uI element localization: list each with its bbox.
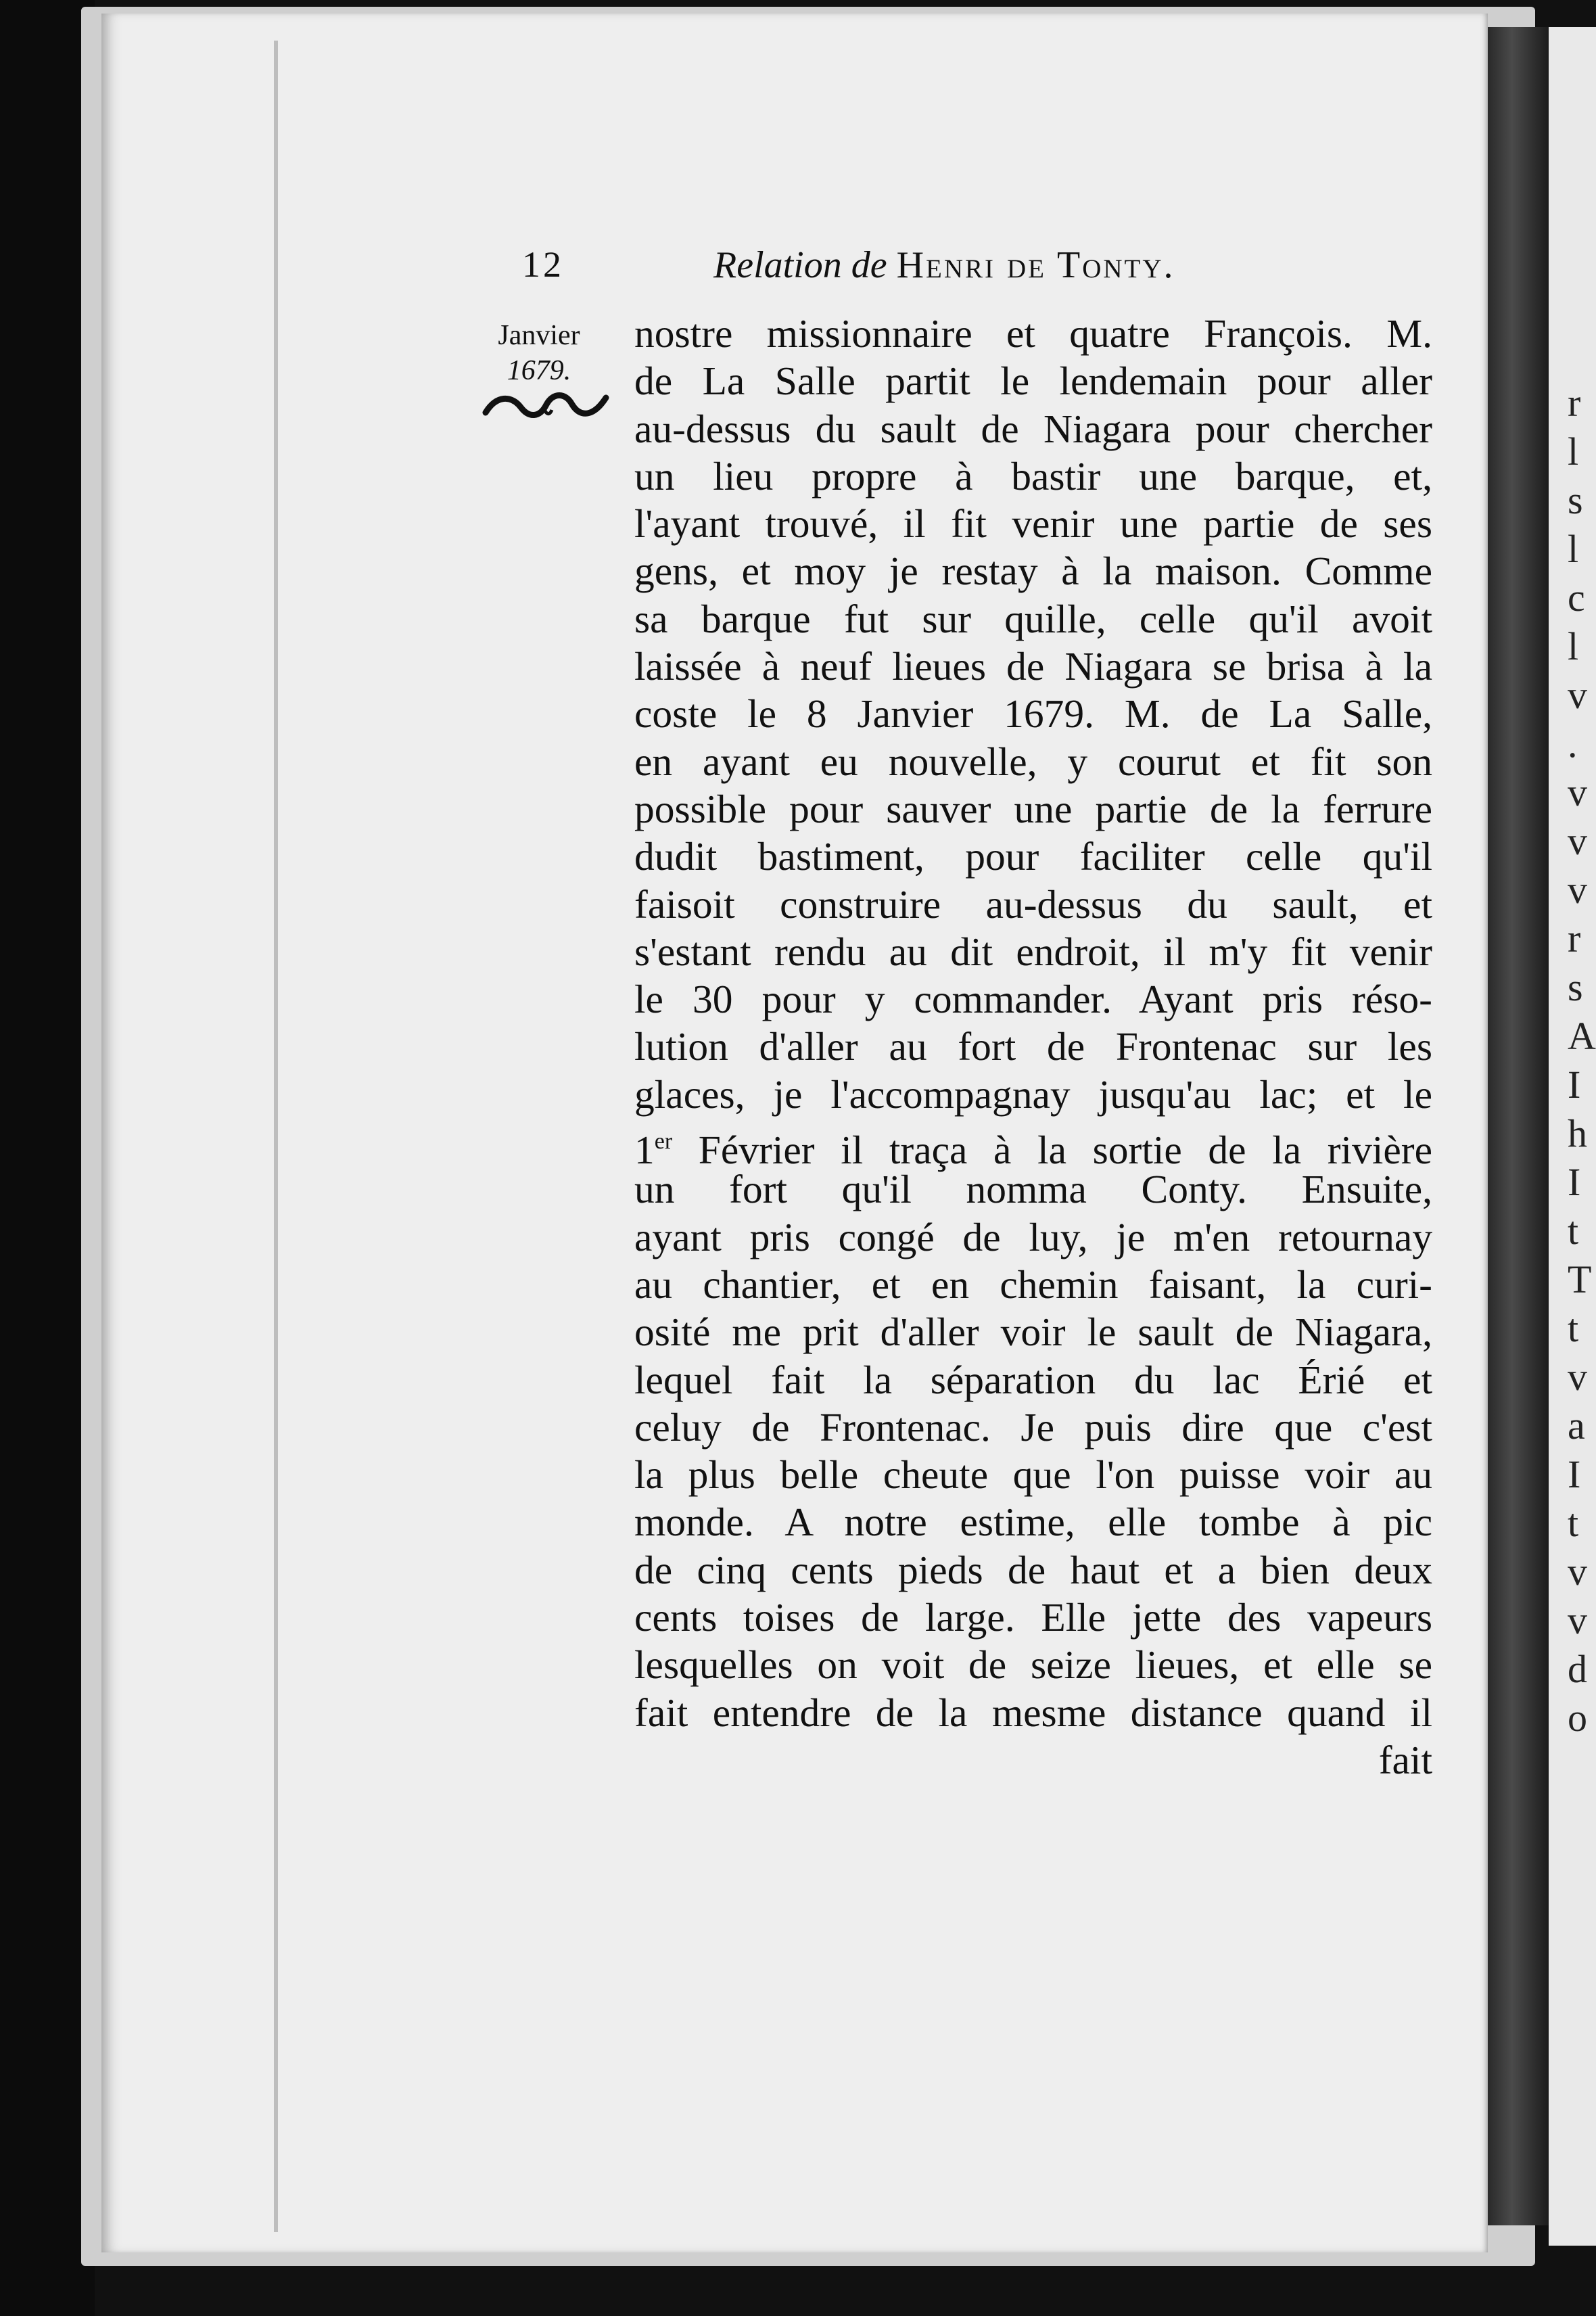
text-line: lequel fait la séparation du lac Érié et (634, 1357, 1432, 1402)
ordinal-superscript: er (654, 1129, 673, 1155)
margin-note-month: Janvier (498, 320, 580, 351)
text-line: gens, et moy je restay à la maison. Comme (634, 549, 1432, 594)
text-line: fait (1378, 1737, 1432, 1782)
text-line: laissée à neuf lieues de Niagara se brisa à la (634, 644, 1432, 689)
text-line: cents toises de large. Elle jette des vapeurs (634, 1595, 1432, 1640)
text-line: dudit bastiment, pour faciliter celle qu'il (634, 834, 1432, 879)
text-line: faisoit construire au-dessus du sault, et (634, 881, 1432, 927)
text-line: au chantier, et en chemin faisant, la curi- (634, 1261, 1432, 1307)
flourish-ornament-icon (482, 390, 610, 421)
text-line: lution d'aller au fort de Frontenac sur les (634, 1024, 1432, 1069)
text-line: lesquelles on voit de seize lieues, et elle se (634, 1642, 1432, 1688)
text-line: ayant pris congé de luy, je m'en retournay (634, 1214, 1432, 1259)
ordinal-number: 1 (634, 1128, 655, 1173)
text-line: un fort qu'il nomma Conty. Ensuite, (634, 1167, 1432, 1212)
text-line: de La Salle partit le lendemain pour aller (634, 358, 1432, 404)
text-line (634, 1118, 1432, 1173)
text-line: glaces, je l'accompagnay jusqu'au lac; et le (634, 1071, 1432, 1117)
facing-page-letters: r l s l c l v . v v v r s A I h I t T t v a I t v v d o (1568, 381, 1596, 1740)
show-through-text (629, 1705, 1407, 1786)
running-head (0, 244, 1596, 291)
text-line: la plus belle cheute que l'on puisse voir au (634, 1452, 1432, 1498)
text-line: de cinq cents pieds de haut et a bien deux (634, 1547, 1432, 1592)
margin-note-year: 1679. (507, 355, 571, 386)
page-number: 12 (522, 244, 564, 285)
body-text (634, 310, 1432, 1784)
scan-background (0, 0, 95, 2316)
text-line: le 30 pour y commander. Ayant pris réso- (634, 977, 1432, 1022)
text-line: au-dessus du sault de Niagara pour chercher (634, 406, 1432, 451)
running-title-name: Henri de Tonty. (896, 244, 1175, 286)
text-line: nostre missionnaire et quatre François. M. (634, 311, 1432, 356)
running-title-italic: Relation de (713, 244, 887, 286)
ordinal-line-rest: Février il traça à la sortie de la rivière (672, 1128, 1432, 1173)
text-line: osité me prit d'aller voir le sault de Niagara, (634, 1310, 1432, 1355)
running-title (713, 244, 1175, 287)
text-line: fait entendre de la mesme distance quand il (634, 1690, 1432, 1735)
text-line: s'estant rendu au dit endroit, il m'y fit venir (634, 929, 1432, 974)
page-gutter-line (274, 41, 278, 2232)
book-fore-edge (1488, 27, 1549, 2225)
text-line: sa barque fut sur quille, celle qu'il avoit (634, 596, 1432, 641)
text-line: possible pour sauver une partie de la ferrure (634, 786, 1432, 831)
text-line: en ayant eu nouvelle, y courut et fit son (634, 739, 1432, 784)
text-line: l'ayant trouvé, il fit venir une partie de ses (634, 501, 1432, 547)
margin-note (482, 318, 596, 421)
text-line: monde. A notre estime, elle tombe à pic (634, 1500, 1432, 1545)
text-line: coste le 8 Janvier 1679. M. de La Salle, (634, 691, 1432, 737)
text-line: celuy de Frontenac. Je puis dire que c'est (634, 1404, 1432, 1450)
text-line: un lieu propre à bastir une barque, et, (634, 453, 1432, 499)
